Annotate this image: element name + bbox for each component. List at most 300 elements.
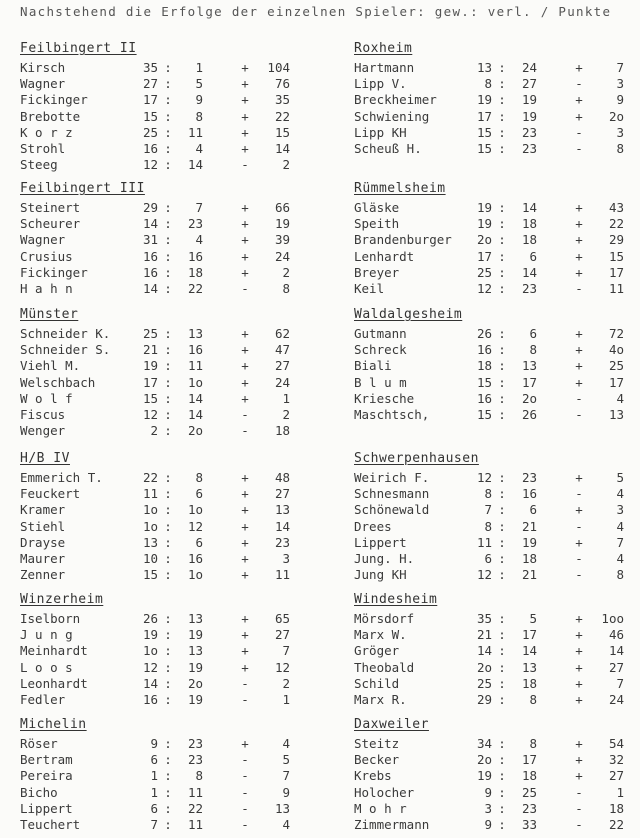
score-separator: :	[498, 691, 506, 707]
score-separator: :	[498, 550, 506, 566]
player-name: Brandenburger	[354, 232, 452, 248]
points-sign: +	[241, 534, 249, 550]
player-name: Wenger	[20, 423, 66, 439]
games-lost: 19	[187, 691, 203, 707]
player-row	[354, 768, 640, 784]
score-separator: :	[498, 374, 506, 390]
player-row	[354, 519, 640, 535]
games-won: 1o	[142, 643, 158, 659]
points-value: 4	[616, 390, 624, 406]
games-lost: 25	[521, 784, 537, 800]
score-separator: :	[164, 502, 172, 518]
player-row	[20, 643, 320, 659]
games-lost: 13	[521, 659, 537, 675]
points-value: 18	[274, 423, 290, 439]
player-row	[354, 375, 640, 391]
player-row	[354, 627, 640, 643]
games-lost: 18	[521, 768, 537, 784]
player-row	[354, 660, 640, 676]
player-row	[20, 801, 320, 817]
player-row	[354, 736, 640, 752]
player-row	[20, 375, 320, 391]
player-name: Marx W.	[354, 627, 407, 643]
player-name: Schnesmann	[354, 486, 430, 502]
points-value: 9	[616, 92, 624, 108]
score-separator: :	[164, 76, 172, 92]
games-lost: 23	[521, 140, 537, 156]
score-separator: :	[164, 60, 172, 75]
score-separator: :	[164, 567, 172, 583]
score-separator: :	[498, 60, 506, 75]
points-sign: +	[241, 567, 249, 583]
games-lost: 1o	[187, 502, 203, 518]
player-row	[20, 326, 320, 342]
games-lost: 8	[529, 691, 537, 707]
points-sign: +	[575, 470, 583, 485]
player-name: Brebotte	[20, 108, 81, 124]
points-sign: +	[241, 140, 249, 156]
score-separator: :	[164, 643, 172, 659]
games-won: 13	[476, 60, 492, 75]
score-separator: :	[164, 390, 172, 406]
score-separator: :	[498, 232, 506, 248]
points-sign: -	[241, 423, 249, 439]
points-sign: -	[575, 390, 583, 406]
games-won: 22	[142, 470, 158, 485]
games-won: 9	[484, 784, 492, 800]
games-won: 11	[142, 486, 158, 502]
score-separator: :	[164, 124, 172, 140]
points-value: 15	[274, 124, 290, 140]
games-won: 26	[142, 611, 158, 626]
points-value: 27	[274, 627, 290, 643]
player-name: Fickinger	[20, 264, 88, 280]
games-lost: 11	[187, 124, 203, 140]
score-separator: :	[498, 816, 506, 832]
player-row	[354, 486, 640, 502]
score-separator: :	[164, 752, 172, 768]
points-sign: +	[241, 502, 249, 518]
games-won: 14	[142, 280, 158, 296]
score-separator: :	[164, 140, 172, 156]
player-name: Biali	[354, 358, 392, 374]
points-value: 2	[282, 157, 290, 173]
games-lost: 5	[195, 76, 203, 92]
player-name: Stiehl	[20, 518, 66, 534]
games-lost: 14	[521, 264, 537, 280]
points-value: 65	[274, 611, 290, 626]
player-row	[354, 358, 640, 374]
games-lost: 8	[195, 768, 203, 784]
player-name: Krebs	[354, 768, 392, 784]
score-separator: :	[164, 659, 172, 675]
games-lost: 23	[521, 800, 537, 816]
score-separator: :	[498, 326, 506, 341]
player-row	[20, 281, 320, 297]
games-lost: 17	[521, 374, 537, 390]
games-won: 6	[150, 752, 158, 768]
player-row	[20, 60, 320, 76]
games-lost: 17	[521, 752, 537, 768]
games-won: 17	[142, 92, 158, 108]
games-lost: 11	[187, 784, 203, 800]
score-separator: :	[498, 342, 506, 358]
points-sign: +	[575, 534, 583, 550]
player-row	[354, 391, 640, 407]
player-name: Bicho	[20, 784, 58, 800]
points-value: 27	[274, 486, 290, 502]
points-value: 4	[616, 518, 624, 534]
points-value: 7	[616, 534, 624, 550]
player-name: M o h r	[354, 800, 407, 816]
player-name: Iselborn	[20, 611, 81, 626]
points-value: 43	[608, 200, 624, 215]
points-sign: -	[575, 816, 583, 832]
games-won: 19	[476, 92, 492, 108]
games-won: 19	[142, 627, 158, 643]
games-lost: 8	[195, 108, 203, 124]
score-separator: :	[164, 200, 172, 215]
games-lost: 2o	[187, 423, 203, 439]
games-won: 25	[142, 124, 158, 140]
player-row	[354, 801, 640, 817]
games-lost: 4	[195, 232, 203, 248]
score-separator: :	[498, 784, 506, 800]
score-separator: :	[498, 800, 506, 816]
games-won: 25	[476, 264, 492, 280]
points-value: 2	[282, 675, 290, 691]
score-separator: :	[498, 280, 506, 296]
games-won: 16	[476, 342, 492, 358]
games-lost: 19	[187, 627, 203, 643]
player-row	[354, 676, 640, 692]
score-separator: :	[164, 374, 172, 390]
points-sign: +	[575, 92, 583, 108]
points-sign: -	[241, 768, 249, 784]
games-won: 3	[484, 800, 492, 816]
games-lost: 14	[187, 406, 203, 422]
games-won: 29	[142, 200, 158, 215]
points-value: 1	[282, 390, 290, 406]
points-sign: +	[241, 470, 249, 485]
score-separator: :	[498, 108, 506, 124]
score-separator: :	[498, 92, 506, 108]
points-sign: +	[241, 200, 249, 215]
player-row	[20, 486, 320, 502]
games-won: 14	[476, 643, 492, 659]
score-separator: :	[164, 248, 172, 264]
player-name: Lenhardt	[354, 248, 415, 264]
player-row	[20, 141, 320, 157]
player-name: Schönewald	[354, 502, 430, 518]
player-name: Kramer	[20, 502, 66, 518]
points-value: 15	[608, 248, 624, 264]
games-lost: 19	[521, 92, 537, 108]
points-sign: +	[575, 60, 583, 75]
player-name: Welschbach	[20, 374, 96, 390]
player-row	[354, 785, 640, 801]
player-name: Drayse	[20, 534, 66, 550]
points-value: 104	[267, 60, 290, 75]
games-won: 19	[476, 768, 492, 784]
score-separator: :	[498, 406, 506, 422]
player-row	[354, 125, 640, 141]
score-separator: :	[164, 768, 172, 784]
points-sign: +	[575, 232, 583, 248]
points-sign: -	[575, 800, 583, 816]
games-won: 2o	[476, 232, 492, 248]
points-value: 8	[616, 140, 624, 156]
points-value: 4	[616, 550, 624, 566]
player-name: Röser	[20, 736, 58, 751]
player-name: Fedler	[20, 691, 66, 707]
team-title: Feilbingert III	[20, 181, 145, 196]
player-name: Meinhardt	[20, 643, 88, 659]
games-lost: 14	[521, 643, 537, 659]
points-value: 4o	[608, 342, 624, 358]
player-row	[354, 232, 640, 248]
points-value: 48	[274, 470, 290, 485]
points-sign: +	[575, 643, 583, 659]
score-separator: :	[498, 675, 506, 691]
score-separator: :	[164, 264, 172, 280]
points-value: 1	[616, 784, 624, 800]
games-lost: 6	[529, 248, 537, 264]
player-row	[354, 470, 640, 486]
player-row	[20, 92, 320, 108]
points-sign: -	[241, 157, 249, 173]
player-row	[20, 676, 320, 692]
score-separator: :	[498, 76, 506, 92]
points-sign: +	[575, 342, 583, 358]
player-name: Breckheimer	[354, 92, 437, 108]
games-won: 15	[142, 390, 158, 406]
games-lost: 11	[187, 816, 203, 832]
score-separator: :	[164, 675, 172, 691]
team-section-waldalgesheim	[354, 306, 640, 423]
points-value: 46	[608, 627, 624, 643]
score-separator: :	[498, 470, 506, 485]
points-value: 13	[274, 800, 290, 816]
games-won: 25	[476, 675, 492, 691]
points-value: 27	[608, 659, 624, 675]
score-separator: :	[164, 423, 172, 439]
player-row	[20, 470, 320, 486]
score-separator: :	[164, 800, 172, 816]
player-row	[20, 817, 320, 833]
score-separator: :	[498, 200, 506, 215]
team-title: Schwerpenhausen	[354, 451, 479, 466]
points-sign: +	[575, 752, 583, 768]
player-row	[20, 76, 320, 92]
player-row	[20, 358, 320, 374]
score-separator: :	[164, 232, 172, 248]
games-won: 16	[142, 691, 158, 707]
player-name: Bertram	[20, 752, 73, 768]
points-sign: +	[575, 216, 583, 232]
team-section-roxheim	[354, 40, 640, 157]
games-lost: 6	[195, 486, 203, 502]
points-sign: +	[241, 736, 249, 751]
player-name: Marx R.	[354, 691, 407, 707]
team-section-feilbingert-ii	[20, 40, 320, 173]
games-won: 12	[142, 659, 158, 675]
points-sign: +	[575, 611, 583, 626]
points-value: 12	[274, 659, 290, 675]
points-sign: +	[575, 502, 583, 518]
points-sign: +	[241, 518, 249, 534]
player-name: Steinert	[20, 200, 81, 215]
games-lost: 21	[521, 567, 537, 583]
points-sign: +	[241, 232, 249, 248]
games-lost: 13	[187, 326, 203, 341]
points-value: 14	[274, 518, 290, 534]
team-section-feilbingert-iii	[20, 180, 320, 297]
points-sign: -	[575, 406, 583, 422]
games-won: 8	[484, 76, 492, 92]
player-row	[20, 423, 320, 439]
games-lost: 14	[521, 200, 537, 215]
points-sign: +	[241, 76, 249, 92]
games-won: 21	[476, 627, 492, 643]
games-won: 35	[142, 60, 158, 75]
games-lost: 16	[187, 248, 203, 264]
points-sign: +	[241, 611, 249, 626]
games-won: 6	[150, 800, 158, 816]
points-value: 7	[616, 675, 624, 691]
games-won: 11	[476, 534, 492, 550]
points-value: 25	[608, 358, 624, 374]
games-won: 16	[142, 264, 158, 280]
score-separator: :	[164, 691, 172, 707]
games-lost: 22	[187, 800, 203, 816]
games-lost: 14	[187, 390, 203, 406]
points-sign: +	[575, 627, 583, 643]
points-value: 8	[616, 567, 624, 583]
points-value: 13	[608, 406, 624, 422]
games-lost: 23	[187, 216, 203, 232]
games-won: 18	[476, 358, 492, 374]
score-separator: :	[164, 280, 172, 296]
points-value: 18	[608, 800, 624, 816]
points-sign: -	[575, 518, 583, 534]
player-row	[20, 611, 320, 627]
player-name: Schneider K.	[20, 326, 111, 341]
team-title: Rümmelsheim	[354, 181, 446, 196]
score-separator: :	[164, 736, 172, 751]
points-value: 4	[282, 736, 290, 751]
team-section-daxweiler	[354, 716, 640, 833]
player-row	[354, 752, 640, 768]
games-won: 14	[142, 675, 158, 691]
player-name: Steitz	[354, 736, 400, 751]
score-separator: :	[164, 157, 172, 173]
games-lost: 18	[521, 675, 537, 691]
points-value: 14	[274, 140, 290, 156]
player-name: Becker	[354, 752, 400, 768]
points-sign: -	[241, 800, 249, 816]
player-name: Drees	[354, 518, 392, 534]
player-name: Hartmann	[354, 60, 415, 75]
player-row	[20, 200, 320, 216]
points-sign: +	[241, 60, 249, 75]
player-row	[20, 157, 320, 173]
games-lost: 2o	[187, 675, 203, 691]
player-name: Jung KH	[354, 567, 407, 583]
games-won: 1o	[142, 518, 158, 534]
games-won: 2o	[476, 659, 492, 675]
player-row	[354, 109, 640, 125]
player-row	[20, 627, 320, 643]
points-value: 11	[274, 567, 290, 583]
points-value: 27	[608, 768, 624, 784]
player-row	[354, 76, 640, 92]
player-row	[20, 125, 320, 141]
games-won: 27	[142, 76, 158, 92]
games-lost: 8	[529, 736, 537, 751]
player-row	[20, 567, 320, 583]
games-won: 12	[476, 280, 492, 296]
player-row	[20, 551, 320, 567]
points-value: 39	[274, 232, 290, 248]
points-sign: -	[241, 752, 249, 768]
games-lost: 13	[187, 643, 203, 659]
points-value: 3	[616, 124, 624, 140]
games-won: 6	[484, 550, 492, 566]
score-separator: :	[164, 816, 172, 832]
points-value: 2	[282, 264, 290, 280]
points-sign: +	[241, 108, 249, 124]
games-won: 9	[484, 816, 492, 832]
player-name: Viehl M.	[20, 358, 81, 374]
player-name: Pereira	[20, 768, 73, 784]
games-won: 19	[476, 200, 492, 215]
games-won: 8	[484, 486, 492, 502]
points-sign: +	[241, 550, 249, 566]
player-name: Scheurer	[20, 216, 81, 232]
points-value: 72	[608, 326, 624, 341]
player-row	[20, 407, 320, 423]
player-row	[20, 249, 320, 265]
points-sign: +	[575, 248, 583, 264]
player-name: Lippert	[20, 800, 73, 816]
points-sign: +	[241, 627, 249, 643]
score-separator: :	[164, 784, 172, 800]
games-won: 12	[142, 157, 158, 173]
player-name: Feuckert	[20, 486, 81, 502]
score-separator: :	[498, 518, 506, 534]
score-separator: :	[498, 140, 506, 156]
points-value: 1	[282, 691, 290, 707]
player-row	[354, 92, 640, 108]
team-section-michelin	[20, 716, 320, 833]
team-section-m-nster	[20, 306, 320, 439]
team-title: Waldalgesheim	[354, 307, 463, 322]
games-lost: 5	[529, 611, 537, 626]
player-row	[354, 407, 640, 423]
player-row	[20, 692, 320, 708]
points-sign: -	[241, 691, 249, 707]
points-value: 29	[608, 232, 624, 248]
score-separator: :	[164, 216, 172, 232]
games-lost: 19	[521, 108, 537, 124]
games-lost: 16	[521, 486, 537, 502]
player-row	[20, 768, 320, 784]
player-row	[20, 519, 320, 535]
team-title: Feilbingert II	[20, 41, 137, 56]
points-sign: +	[241, 659, 249, 675]
games-won: 12	[476, 470, 492, 485]
